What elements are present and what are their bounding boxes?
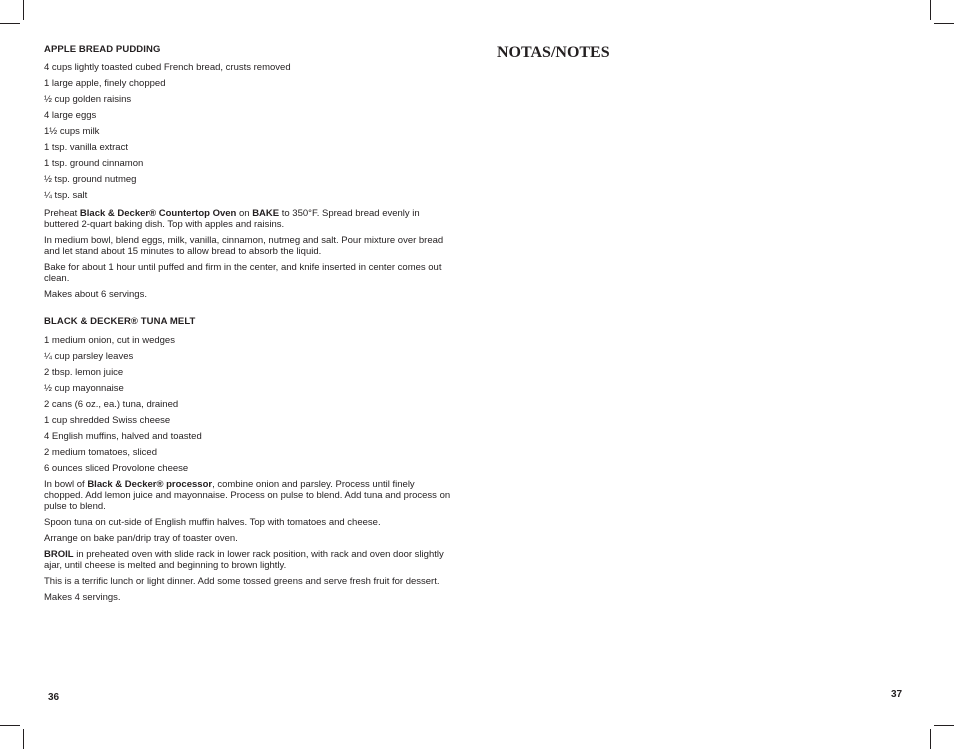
- crop-mark: [930, 729, 931, 749]
- page-number-left: 36: [48, 692, 60, 703]
- recipe-yield: Makes about 6 servings.: [44, 289, 147, 300]
- recipe-yield: Makes 4 servings.: [44, 592, 121, 603]
- instruction-text: , combine onion and parsley. Process until finely chopped. Add lemon juice and mayonnaise. Process on pulse to blend. Add tuna and process on pulse to blend.: [44, 479, 451, 512]
- ingredient: 6 ounces sliced Provolone cheese: [44, 463, 189, 474]
- instruction-paragraph: Bake for about 1 hour until puffed and firm in the center, and knife inserted in center comes out clean.: [44, 262, 442, 284]
- ingredient: 1 tsp. ground cinnamon: [44, 158, 144, 169]
- crop-mark: [0, 23, 20, 24]
- crop-mark: [23, 0, 24, 20]
- ingredient: 4 large eggs: [44, 110, 97, 121]
- ingredient: 4 English muffins, halved and toasted: [44, 431, 202, 442]
- setting-name: BROIL: [44, 549, 74, 560]
- instruction-text: Preheat: [44, 208, 80, 219]
- ingredient: 4 cups lightly toasted cubed French bread, crusts removed: [44, 62, 291, 73]
- ingredient-list: [44, 62, 456, 201]
- product-name: Black & Decker® processor: [87, 479, 213, 490]
- crop-mark: [934, 725, 954, 726]
- instruction-text: to 350°F. Spread bread evenly in buttered 2-quart baking dish. Top with apples and raisins.: [44, 208, 420, 230]
- ingredient: 1 tsp. vanilla extract: [44, 142, 128, 153]
- instruction-paragraph: Arrange on bake pan/drip tray of toaster oven.: [44, 533, 238, 544]
- ingredient: ½ cup mayonnaise: [44, 383, 124, 394]
- recipe-title-tuna-melt: BLACK & DECKER® TUNA MELT: [44, 316, 196, 327]
- instruction-text: in preheated oven with slide rack in lower rack position, with rack and oven door slightly ajar, until cheese is melted and beginning to brown lightly.: [44, 549, 444, 571]
- instruction-text: on: [236, 208, 253, 219]
- crop-mark: [930, 0, 931, 20]
- ingredient: 1 large apple, finely chopped: [44, 78, 166, 89]
- crop-mark: [0, 725, 20, 726]
- page-number-right: 37: [891, 689, 903, 700]
- instruction-paragraph: [44, 479, 456, 512]
- instruction-paragraph: [44, 549, 456, 571]
- instruction-paragraph: [44, 208, 456, 230]
- product-name: Black & Decker® Countertop Oven: [79, 208, 237, 219]
- ingredient: 1 cup shredded Swiss cheese: [44, 415, 171, 426]
- instruction-text: In bowl of: [44, 479, 88, 490]
- setting-name: BAKE: [252, 208, 280, 219]
- left-page-content: [44, 44, 456, 608]
- ingredient: ¼ cup parsley leaves: [44, 351, 134, 362]
- recipe-title-apple-bread-pudding: APPLE BREAD PUDDING: [44, 44, 161, 55]
- notes-title: NOTAS/NOTES: [497, 44, 610, 61]
- crop-mark: [23, 729, 24, 749]
- ingredient: ½ tsp. ground nutmeg: [44, 174, 137, 185]
- ingredient: 2 tbsp. lemon juice: [44, 367, 124, 378]
- ingredient: 1½ cups milk: [44, 126, 100, 137]
- instruction-paragraph: In medium bowl, blend eggs, milk, vanilla, cinnamon, nutmeg and salt. Pour mixture over bread and let stand about 15 minutes to allow bread to absorb the liquid.: [44, 235, 444, 257]
- ingredient: 2 medium tomatoes, sliced: [44, 447, 157, 458]
- instruction-paragraph: Spoon tuna on cut-side of English muffin halves. Top with tomatoes and cheese.: [44, 517, 381, 528]
- crop-mark: [934, 23, 954, 24]
- ingredient: 2 cans (6 oz., ea.) tuna, drained: [44, 399, 179, 410]
- ingredient: ½ cup golden raisins: [44, 94, 132, 105]
- instruction-paragraph: This is a terrific lunch or light dinner. Add some tossed greens and serve fresh fruit for dessert.: [44, 576, 440, 587]
- ingredient: 1 medium onion, cut in wedges: [44, 335, 175, 346]
- ingredient-list: [44, 335, 456, 474]
- ingredient: ¼ tsp. salt: [44, 190, 88, 201]
